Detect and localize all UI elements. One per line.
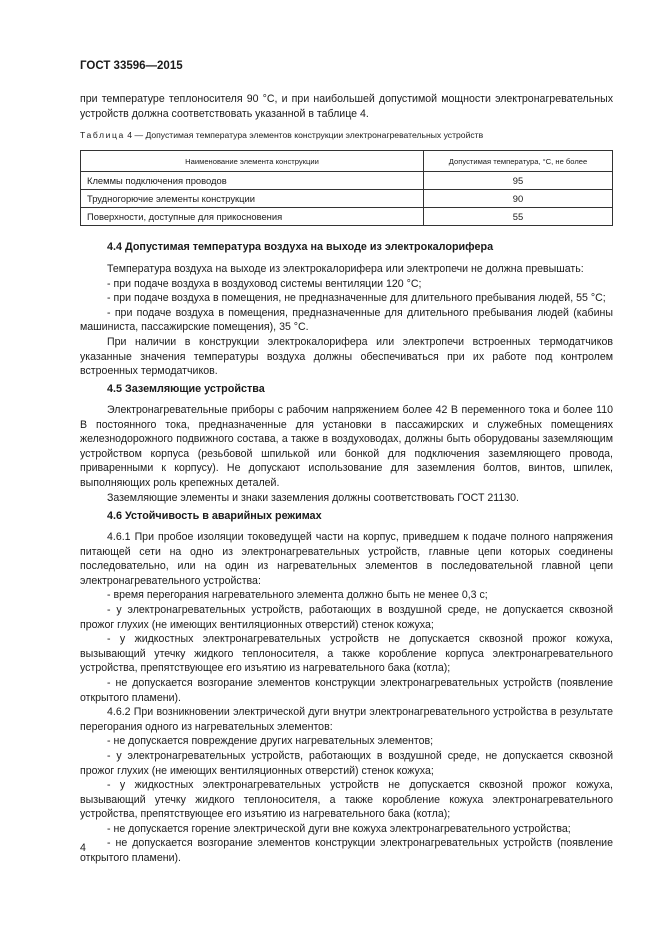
temperature-table: [80, 150, 613, 226]
table-cell-name: Трудногорючие элементы конструкции: [81, 190, 424, 208]
list-item: - при подаче воздуха в помещения, не предназначенные для длительного пребывания людей, 55 °С;: [107, 292, 606, 305]
list-item: - время перегорания нагревательного элемента должно быть не менее 0,3 с;: [107, 589, 488, 602]
list-item: - у жидкостных электронагревательных устройств не допускается сквозной прожог кожуха, вызывающий утечку жидкого теплоносителя, а также коробление корпуса электронагревательного устройства, препятствующее его изъятию из нагревательного бака (котла);: [80, 633, 613, 675]
table-cell-value: 55: [424, 208, 613, 226]
section-4-4-title: 4.4 Допустимая температура воздуха на выходе из электрокалорифера: [107, 241, 494, 253]
table-row: [81, 172, 613, 190]
table-header-row: [81, 151, 613, 172]
table-header-element: Наименование элемента конструкции: [81, 151, 424, 172]
list-item: - при подаче воздуха в воздуховод системы вентиляции 120 °С;: [107, 277, 422, 290]
paragraph: Заземляющие элементы и знаки заземления должны соответствовать ГОСТ 21130.: [107, 491, 519, 504]
paragraph: 4.6.1 При пробое изоляции токоведущей части на корпус, приведшем к подаче полного напряжения питающей сети на одно из электронагревательных устройств, главные цепи которых соединены последовательно, или на один из нагревательных элементов в последовательной главной цепи электронагревательного устройства:: [80, 531, 613, 587]
list-item: - не допускается возгорание элементов конструкции электронагревательных устройств (появление открытого пламени).: [80, 837, 613, 865]
table-caption: [80, 130, 483, 140]
table-caption-label: Таблица: [80, 130, 125, 140]
table-cell-value: 95: [424, 172, 613, 190]
section-4-5-body: [80, 403, 613, 505]
paragraph: При наличии в конструкции электрокалорифера или электропечи встроенных термодатчиков указанные значения температуры воздуха должны обеспечиваться при их работе под контролем встроенных термодатчиков.: [80, 335, 613, 378]
list-item: - не допускается возгорание элементов конструкции электронагревательных устройств (появление открытого пламени).: [80, 676, 613, 704]
table-caption-text: 4 — Допустимая температура элементов конструкции электронагревательных устройств: [124, 130, 484, 140]
section-4-5-title: 4.5 Заземляющие устройства: [107, 383, 265, 395]
section-4-6-body: [80, 530, 613, 866]
list-item: - не допускается повреждение других нагревательных элементов;: [107, 735, 434, 748]
list-item: - у электронагревательных устройств, работающих в воздушной среде, не допускается сквозной прожог глухих (не имеющих вентиляционных отверстий) стенок кожуха;: [80, 749, 613, 777]
table-row: [81, 190, 613, 208]
table-header-temperature: Допустимая температура, °С, не более: [424, 151, 613, 172]
list-item: - у жидкостных электронагревательных устройств не допускается сквозной прожог кожуха, вызывающий утечку жидкого теплоносителя, а также коробление кожуха электронагревательного устройства, препятствующее его изъятию из нагревательного бака (котла);: [80, 779, 613, 821]
table-cell-value: 90: [424, 190, 613, 208]
page-number: 4: [80, 842, 86, 854]
intro-paragraph: [80, 92, 613, 121]
paragraph: Температура воздуха на выходе из электрокалорифера или электропечи не должна превышать:: [107, 263, 584, 275]
document-header: ГОСТ 33596—2015: [80, 60, 183, 72]
list-item: - при подаче воздуха в помещения, предназначенные для длительного пребывания людей (кабины машиниста, пассажирские помещения), 35 °С.: [80, 306, 613, 334]
list-item: - у электронагревательных устройств, работающих в воздушной среде, не допускается сквозной прожог глухих (не имеющих вентиляционных отверстий) стенок кожуха;: [80, 603, 613, 631]
paragraph: 4.6.2 При возникновении электрической дуги внутри электронагревательного устройства в результате перегорания одного из нагревательных элементов:: [80, 706, 613, 733]
table-cell-name: Поверхности, доступные для прикосновения: [81, 208, 424, 226]
table-cell-name: Клеммы подключения проводов: [81, 172, 424, 190]
paragraph: Электронагревательные приборы с рабочим напряжением более 42 В переменного тока и более 110 В постоянного тока, предназначенные для установки в пассажирских и служебных помещениях железнодорожного подвижного состава, а также в воздуховодах, должны быть оборудованы заземляющим устройством корпуса (резьбовой шпилькой или бонкой для подключения заземляющего провода, приваренными к корпусу). Не допускают использование для заземления болтов, винтов, шпилек, выполняющих роль крепежных деталей.: [80, 404, 613, 489]
table-row: [81, 208, 613, 226]
section-4-4-body: [80, 262, 613, 379]
section-4-6-title: 4.6 Устойчивость в аварийных режимах: [107, 510, 322, 522]
intro-text: при температуре теплоносителя 90 °С, и при наибольшей допустимой мощности электронагревательных устройств должна соответствовать указанной в таблице 4.: [80, 93, 613, 120]
list-item: - не допускается горение электрической дуги вне кожуха электронагревательного устройства;: [107, 822, 571, 835]
